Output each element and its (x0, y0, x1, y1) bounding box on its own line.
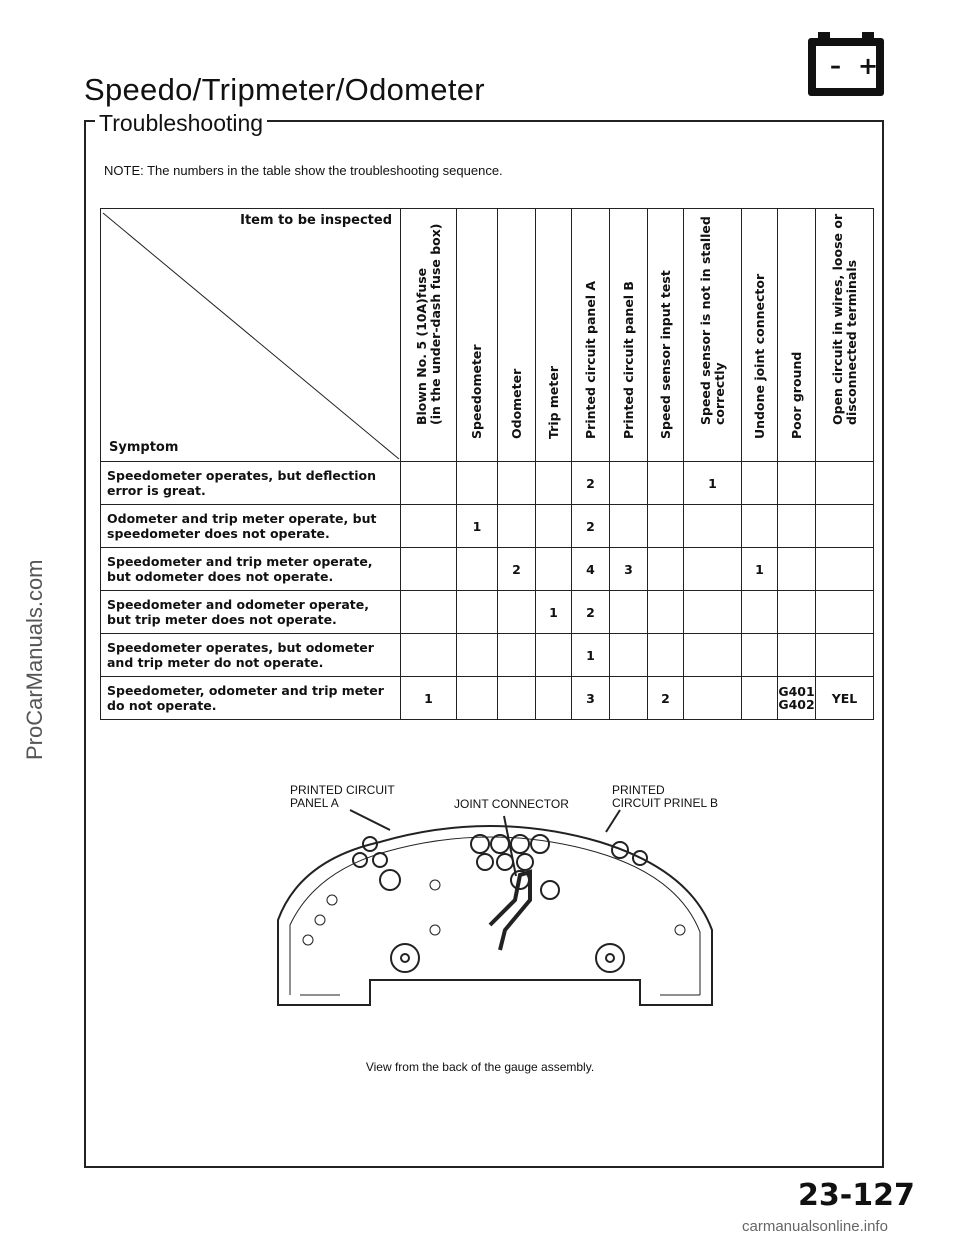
sequence-cell (536, 548, 572, 591)
column-header-label: Trip meter (545, 365, 561, 439)
sequence-cell (684, 677, 742, 720)
sequence-cell (536, 462, 572, 505)
column-header-label: Printed circuit panel B (620, 281, 636, 439)
sequence-cell (684, 591, 742, 634)
column-header (401, 209, 457, 462)
sequence-cell: 2 (572, 462, 610, 505)
sequence-cell (498, 505, 536, 548)
sequence-cell (648, 548, 684, 591)
footer-watermark: carmanualsonline.info (742, 1218, 888, 1235)
table-header-row (101, 209, 874, 462)
sequence-cell (536, 634, 572, 677)
sequence-cell (498, 591, 536, 634)
sequence-cell (816, 634, 874, 677)
sequence-cell (742, 591, 778, 634)
sequence-cell (742, 505, 778, 548)
sequence-cell (778, 548, 816, 591)
sequence-cell (778, 505, 816, 548)
sequence-cell (401, 548, 457, 591)
corner-item-label: Item to be inspected (240, 213, 392, 228)
column-header-label: Open circuit in wires, loose or disconnected terminals (829, 213, 859, 425)
symptom-cell: Speedometer operates, but deflection error is great. (101, 462, 401, 505)
troubleshooting-table (100, 208, 874, 720)
column-header (742, 209, 778, 462)
sequence-cell (498, 677, 536, 720)
sequence-cell (684, 634, 742, 677)
sequence-cell (536, 505, 572, 548)
sequence-cell (401, 462, 457, 505)
sequence-cell (610, 505, 648, 548)
column-header-label: Undone joint connector (751, 273, 767, 439)
table-body (101, 462, 874, 720)
sequence-cell (536, 677, 572, 720)
sequence-cell (648, 505, 684, 548)
table-row (101, 634, 874, 677)
sequence-cell: 1 (572, 634, 610, 677)
battery-icon: – + (808, 38, 884, 96)
gauge-assembly-drawing (260, 780, 720, 1020)
page-title: Speedo/Tripmeter/Odometer (84, 72, 485, 107)
sequence-cell (648, 634, 684, 677)
symptom-cell: Speedometer and trip meter operate, but odometer does not operate. (101, 548, 401, 591)
column-header-label: Speedometer (469, 344, 484, 439)
column-header (778, 209, 816, 462)
column-header (498, 209, 536, 462)
corner-symptom-label: Symptom (109, 440, 179, 455)
sequence-cell (742, 634, 778, 677)
sequence-cell (498, 634, 536, 677)
column-header (684, 209, 742, 462)
sequence-cell (816, 505, 874, 548)
symptom-cell: Odometer and trip meter operate, but speedometer does not operate. (101, 505, 401, 548)
sequence-cell (648, 462, 684, 505)
sequence-cell (742, 462, 778, 505)
sequence-cell: 2 (498, 548, 536, 591)
sequence-cell (610, 634, 648, 677)
sequence-cell (816, 548, 874, 591)
sequence-cell (457, 591, 498, 634)
column-header (610, 209, 648, 462)
sequence-cell: 3 (610, 548, 648, 591)
table-row (101, 677, 874, 720)
sequence-cell (684, 505, 742, 548)
sequence-cell (498, 462, 536, 505)
column-header (536, 209, 572, 462)
label-printed-circuit-b: PRINTED CIRCUIT PRINEL B (612, 783, 719, 810)
sequence-cell (457, 548, 498, 591)
sequence-cell (684, 548, 742, 591)
sequence-cell (457, 634, 498, 677)
sequence-cell (401, 634, 457, 677)
sequence-cell: 2 (572, 505, 610, 548)
sequence-cell: 3 (572, 677, 610, 720)
section-subtitle: Troubleshooting (95, 110, 267, 137)
symptom-cell: Speedometer and odometer operate, but trip meter does not operate. (101, 591, 401, 634)
sequence-cell (778, 591, 816, 634)
sequence-cell: 2 (648, 677, 684, 720)
table-row (101, 548, 874, 591)
sequence-cell: 1 (536, 591, 572, 634)
sequence-cell: 4 (572, 548, 610, 591)
sequence-cell (742, 677, 778, 720)
column-header-label: Speed sensor input test (657, 270, 673, 439)
sequence-cell: YEL (816, 677, 874, 720)
sequence-cell (816, 591, 874, 634)
symptom-cell: Speedometer operates, but odometer and trip meter do not operate. (101, 634, 401, 677)
sequence-cell (610, 677, 648, 720)
column-header-label: Printed circuit panel A (582, 280, 598, 439)
column-header-label: Speed sensor is not in stalled correctly (697, 216, 727, 425)
side-watermark: ProCarManuals.com (22, 559, 47, 760)
sequence-cell (401, 591, 457, 634)
column-header (816, 209, 874, 462)
column-header (457, 209, 498, 462)
diagram-caption: View from the back of the gauge assembly. (365, 1060, 595, 1074)
sequence-cell (816, 462, 874, 505)
table-row (101, 591, 874, 634)
sequence-cell: 1 (684, 462, 742, 505)
sequence-cell: G401 G402 (778, 677, 816, 720)
symptom-cell: Speedometer, odometer and trip meter do not operate. (101, 677, 401, 720)
sequence-cell (778, 634, 816, 677)
page-number: 23-127 (798, 1178, 915, 1213)
sequence-cell (610, 591, 648, 634)
sequence-cell: 1 (401, 677, 457, 720)
table-corner-cell (101, 209, 401, 462)
sequence-cell (610, 462, 648, 505)
sequence-cell (648, 591, 684, 634)
table-note: NOTE: The numbers in the table show the troubleshooting sequence. (104, 163, 503, 178)
column-header (648, 209, 684, 462)
sequence-cell: 2 (572, 591, 610, 634)
sequence-cell: 1 (457, 505, 498, 548)
sequence-cell (778, 462, 816, 505)
column-header-label: Poor ground (788, 351, 804, 439)
table-row (101, 505, 874, 548)
sequence-cell (457, 462, 498, 505)
table-row (101, 462, 874, 505)
label-joint-connector: JOINT CONNECTOR (454, 797, 569, 811)
sequence-cell: 1 (742, 548, 778, 591)
sequence-cell (401, 505, 457, 548)
sequence-cell (457, 677, 498, 720)
label-printed-circuit-a: PRINTED CIRCUIT PANEL A (290, 783, 395, 810)
column-header-label: Odometer (508, 368, 524, 439)
column-header-label: Blown No. 5 (10A)fuse (in the under-dash fuse box) (413, 223, 443, 425)
column-header (572, 209, 610, 462)
